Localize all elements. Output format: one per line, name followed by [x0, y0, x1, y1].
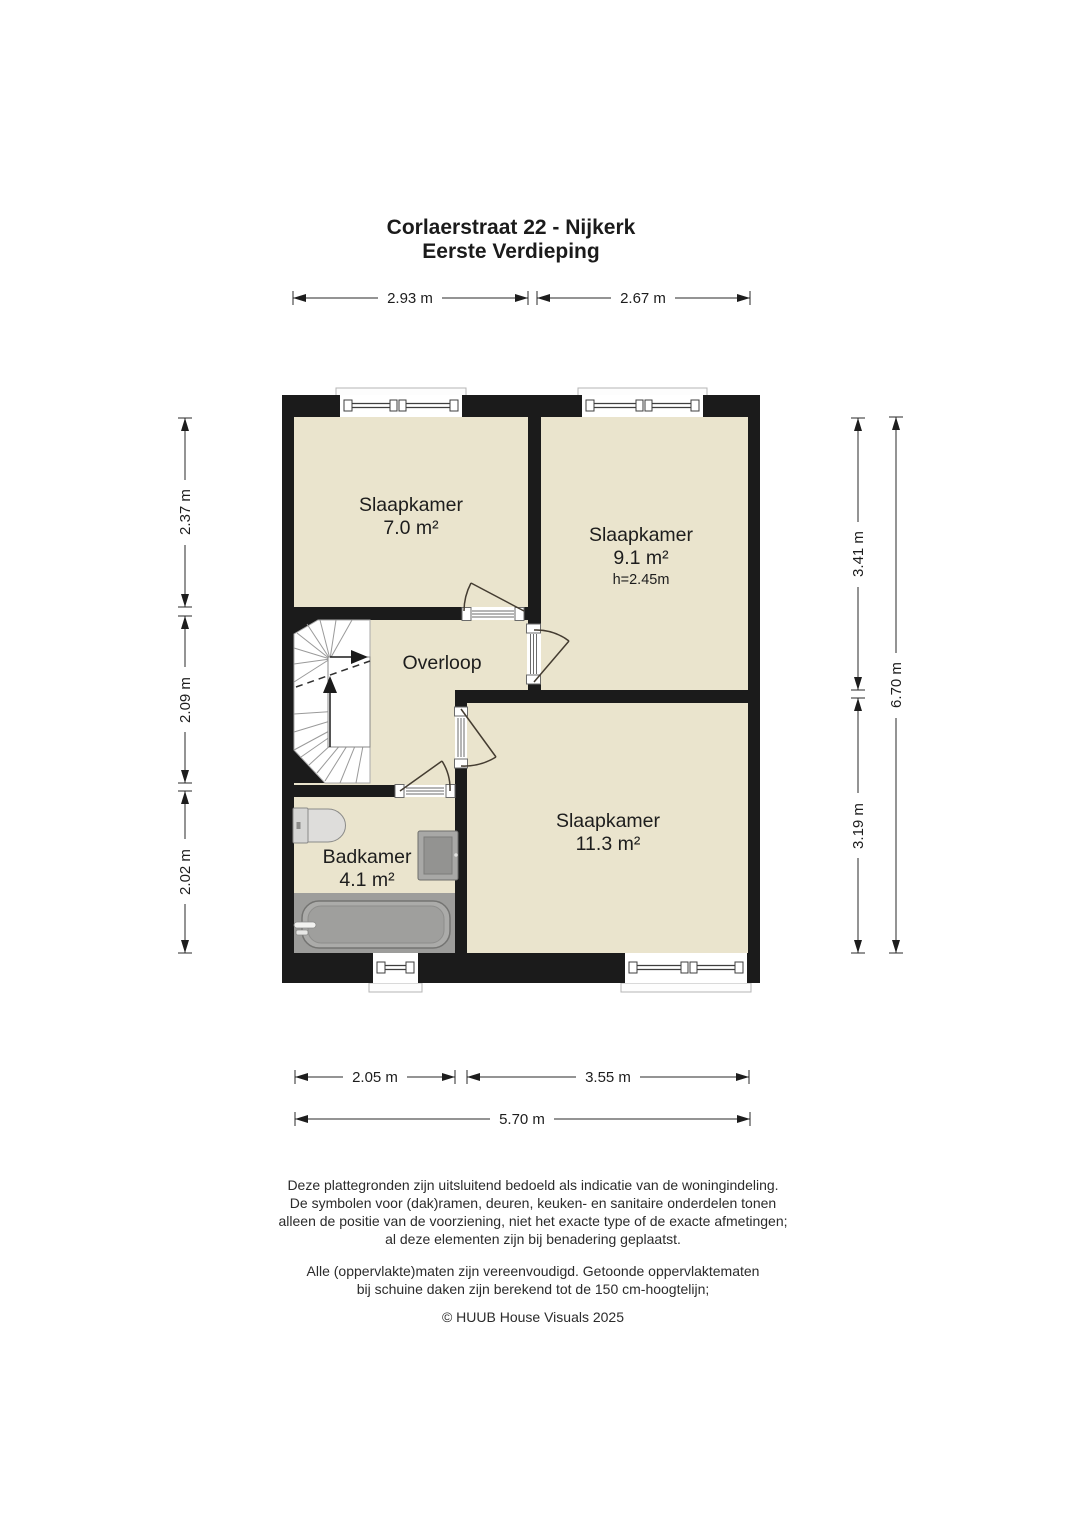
dimension-label: 2.02 m: [177, 849, 194, 895]
copyright: © HUUB House Visuals 2025: [441, 1309, 625, 1325]
staircase-icon: [294, 620, 370, 783]
dimension-label: 2.05 m: [352, 1069, 398, 1086]
window-sill: [336, 388, 466, 396]
dimension-label: 3.55 m: [585, 1069, 631, 1086]
dimension-label: 2.93 m: [387, 290, 433, 307]
disclaimer-line: Alle (oppervlakte)maten zijn vereenvoudigd. Getoonde oppervlaktematen: [306, 1263, 760, 1279]
dimension-label: 3.41 m: [850, 531, 867, 577]
dimension-label: 5.70 m: [499, 1111, 545, 1128]
room-label-bedroom3: Slaapkamer: [555, 810, 661, 832]
room-label-landing: Overloop: [402, 652, 482, 674]
disclaimer-line: al deze elementen zijn bij benadering geplaatst.: [385, 1231, 681, 1247]
dimension-label: 3.19 m: [850, 803, 867, 849]
window-icon: [340, 395, 462, 417]
dimension-label: 2.67 m: [620, 290, 666, 307]
dimension-label: 2.37 m: [177, 489, 194, 535]
disclaimer-line: bij schuine daken zijn berekend tot de 150 cm-hoogtelijn;: [356, 1281, 710, 1297]
plan-title-line1: Corlaerstraat 22 - Nijkerk: [386, 216, 636, 239]
disclaimer-line: Deze plattegronden zijn uitsluitend bedoeld als indicatie van de woningindeling.: [287, 1177, 779, 1193]
room-ceiling-bedroom2: h=2.45m: [612, 572, 670, 588]
plan-title: [387, 216, 636, 263]
room-area-bedroom3: 11.3 m²: [575, 833, 641, 855]
dimension-label: 2.09 m: [177, 677, 194, 723]
room-area-bedroom1: 7.0 m²: [383, 517, 439, 539]
room-label-bedroom2: Slaapkamer: [588, 524, 694, 546]
disclaimer-line: alleen de positie van de voorziening, niet het exacte type of de exacte afmetingen;: [278, 1213, 788, 1229]
window-icon: [373, 953, 418, 983]
dimension-label: 6.70 m: [888, 662, 905, 708]
room-label-bathroom: Badkamer: [322, 846, 412, 868]
window-icon: [582, 395, 703, 417]
room-area-bathroom: 4.1 m²: [339, 869, 395, 891]
window-sill: [369, 983, 422, 992]
disclaimer-line: De symbolen voor (dak)ramen, deuren, keuken- en sanitaire onderdelen tonen: [289, 1195, 777, 1211]
plan-title-line2: Eerste Verdieping: [422, 240, 600, 263]
bathtub-icon: [294, 901, 450, 948]
toilet-icon: [293, 808, 346, 843]
window-sill: [578, 388, 707, 396]
room-area-bedroom2: 9.1 m²: [613, 547, 669, 569]
washbasin-icon: [418, 831, 458, 880]
room-label-bedroom1: Slaapkamer: [358, 494, 464, 516]
floor-plan: [282, 388, 760, 992]
window-icon: [625, 953, 747, 983]
window-sill: [621, 983, 751, 992]
